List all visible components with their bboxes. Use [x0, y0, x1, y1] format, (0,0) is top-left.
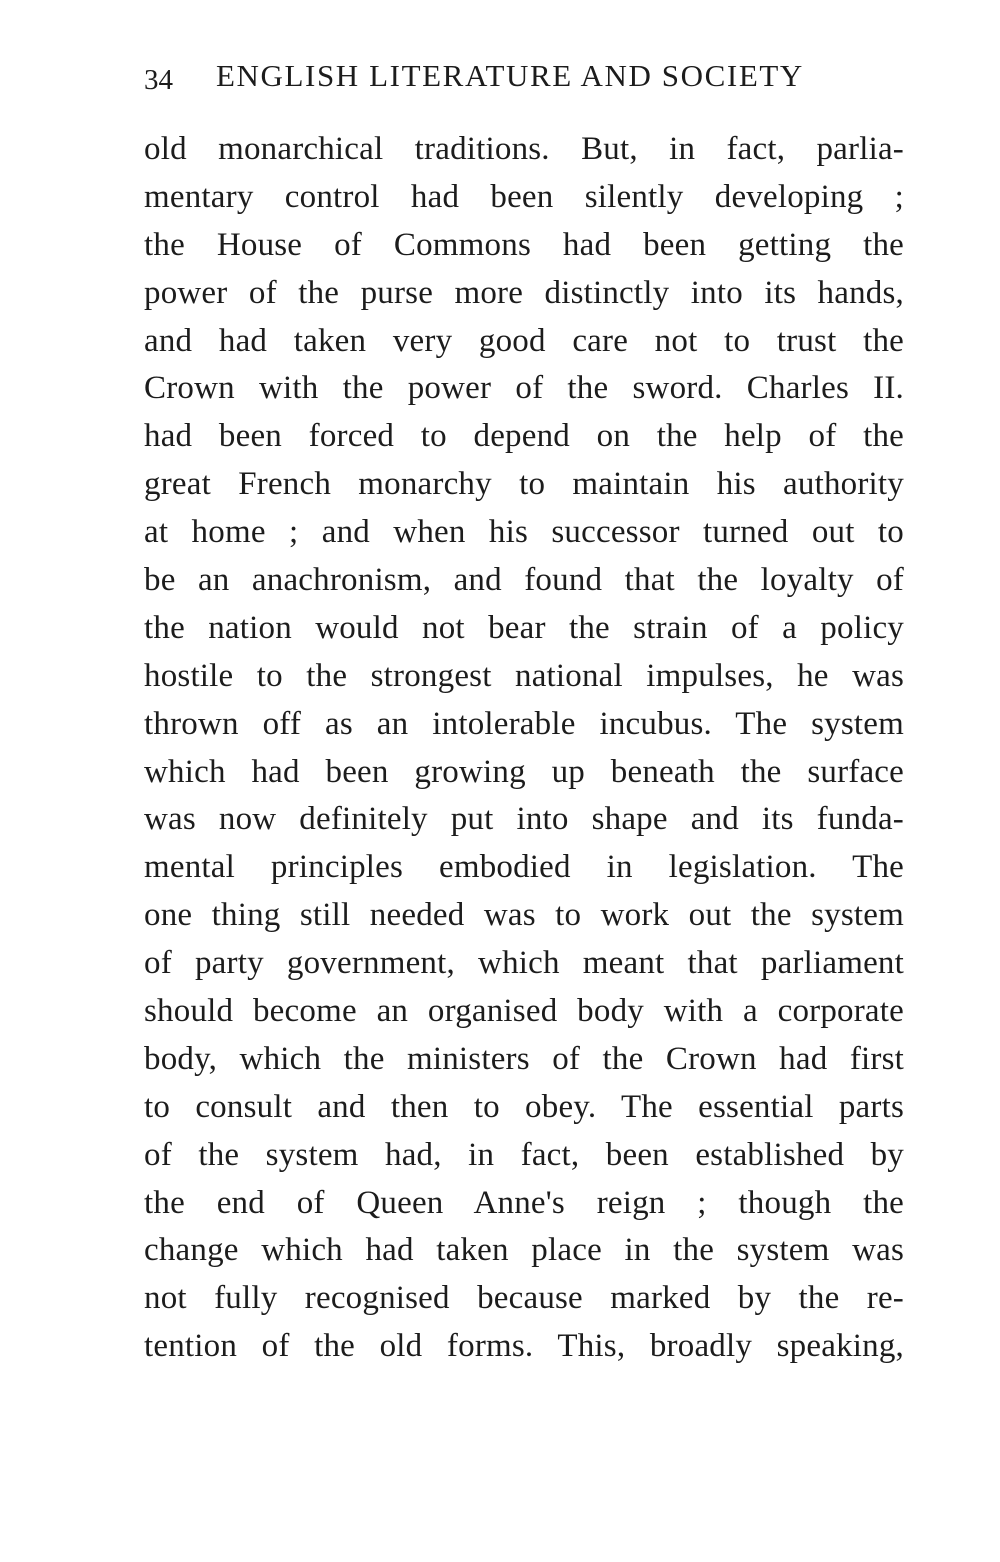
text-line: great French monarchy to maintain his authority — [144, 466, 904, 503]
text-line: mentary control had been silently developing ; — [144, 178, 904, 215]
page-number: 34 — [144, 64, 173, 96]
text-line: one thing still needed was to work out the system — [144, 897, 904, 934]
text-line: change which had taken place in the system was — [144, 1232, 904, 1269]
text-line: thrown off as an intolerable incubus. The system — [144, 705, 904, 742]
body-paragraph — [144, 126, 904, 1371]
text-line: had been forced to depend on the help of the — [144, 418, 904, 455]
text-line: Crown with the power of the sword. Charles II. — [144, 370, 904, 407]
text-line: at home ; and when his successor turned out to — [144, 514, 904, 551]
text-line: was now definitely put into shape and its funda- — [144, 801, 904, 838]
text-line: which had been growing up beneath the surface — [144, 753, 904, 790]
text-line: hostile to the strongest national impulses, he was — [144, 657, 904, 694]
text-line: should become an organised body with a corporate — [144, 993, 904, 1030]
text-line: body, which the ministers of the Crown had first — [144, 1040, 904, 1077]
text-line: mental principles embodied in legislation. The — [144, 849, 904, 886]
text-line: the House of Commons had been getting the — [144, 226, 904, 263]
text-line: to consult and then to obey. The essential parts — [144, 1088, 904, 1125]
running-title: ENGLISH LITERATURE AND SOCIETY — [216, 58, 804, 93]
text-line: the end of Queen Anne's reign ; though the — [144, 1184, 904, 1221]
page-header — [144, 58, 894, 108]
text-line: not fully recognised because marked by the re- — [144, 1280, 904, 1317]
text-line: of the system had, in fact, been established by — [144, 1136, 904, 1173]
text-line: be an anachronism, and found that the loyalty of — [144, 562, 904, 599]
text-line: old monarchical traditions. But, in fact, parlia- — [144, 131, 904, 167]
text-line: the nation would not bear the strain of a policy — [144, 609, 904, 646]
text-line: power of the purse more distinctly into its hands, — [144, 274, 904, 311]
text-line: tention of the old forms. This, broadly speaking, — [144, 1328, 904, 1365]
text-line: and had taken very good care not to trust the — [144, 322, 904, 359]
text-line: of party government, which meant that parliament — [144, 945, 904, 982]
